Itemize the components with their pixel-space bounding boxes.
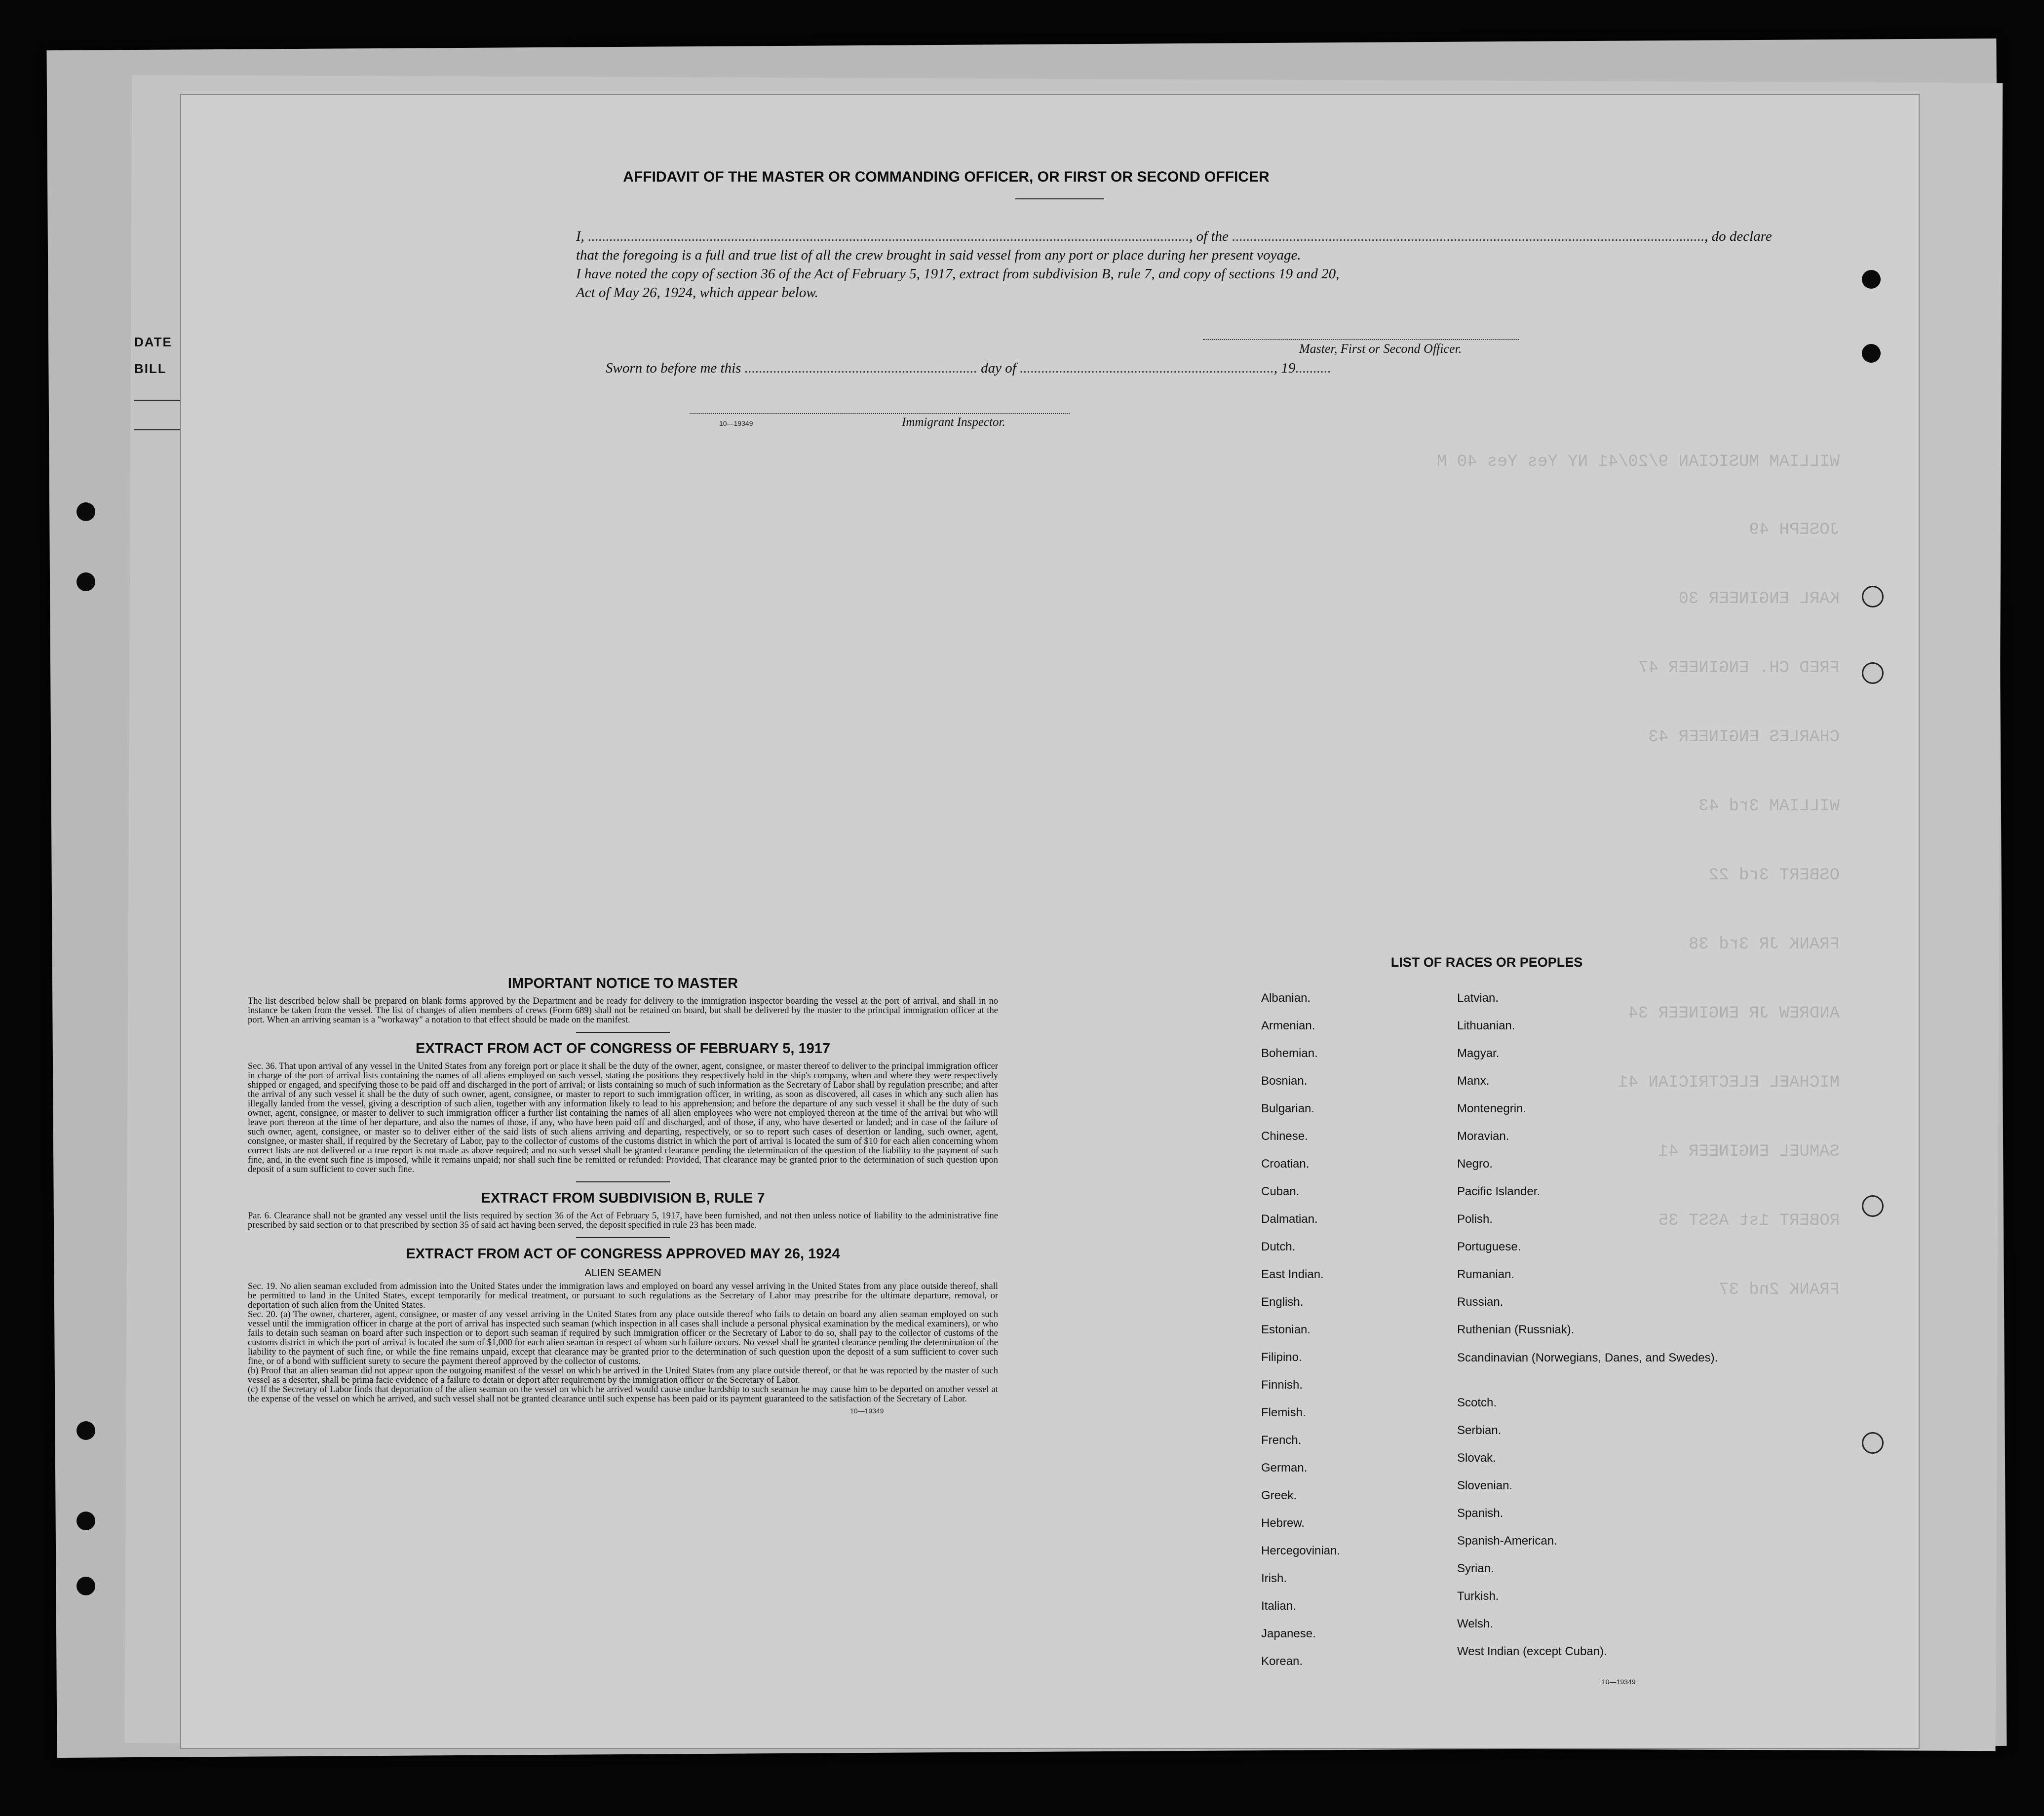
punch-hole	[77, 502, 95, 521]
race-item: Spanish.	[1457, 1507, 1504, 1520]
form-code: 10—19349	[719, 419, 753, 427]
affidavit-text	[576, 227, 1772, 302]
race-item: Russian.	[1457, 1295, 1504, 1309]
race-item: Polish.	[1457, 1212, 1493, 1226]
race-item: Manx.	[1457, 1074, 1490, 1088]
day-of-label: day of	[981, 360, 1016, 376]
notice-title: IMPORTANT NOTICE TO MASTER	[507, 976, 738, 991]
race-item: Negro.	[1457, 1157, 1493, 1171]
margin-label-date: DATE	[134, 335, 172, 349]
race-item: French.	[1261, 1434, 1302, 1447]
affidavit-line-1-mid: , of the	[1189, 228, 1229, 244]
races-title: LIST OF RACES OR PEOPLES	[1390, 955, 1583, 970]
affidavit-line-4: Act of May 26, 1924, which appear below.	[576, 285, 818, 301]
race-item: Lithuanian.	[1457, 1019, 1515, 1032]
race-item: Welsh.	[1457, 1617, 1493, 1630]
race-item: Magyar.	[1457, 1047, 1500, 1060]
race-item: Pacific Islander.	[1457, 1185, 1541, 1198]
affidavit-line-2: that the foregoing is a full and true list of all the crew brought in said vessel from any port or place during her present voyage.	[576, 247, 1301, 263]
race-item: Albanian.	[1261, 991, 1311, 1005]
signature-label: Master, First or Second Officer.	[1299, 341, 1462, 356]
notices-column	[248, 976, 998, 1415]
punch-hole	[1862, 344, 1881, 363]
race-item: Hebrew.	[1261, 1516, 1305, 1530]
notice-body: The list described below shall be prepared on blank forms approved by the Department and be ready for delivery to the immigration inspector boarding the vessel at the port of arrival, and shall in no instance be taken from the vessel. The list of changes of alien members of crews (Form 689) shall not be retained on board, but shall be delivered by the master to the principal immigration officer at the port. When an arriving seaman is a "workaway" a notation to that effect should be made on the manifest.	[248, 996, 998, 1025]
race-item: West Indian (except Cuban).	[1457, 1645, 1607, 1658]
race-item: Bulgarian.	[1261, 1102, 1315, 1115]
year-label: , 19	[1273, 360, 1296, 376]
race-item: Hercegovinian.	[1261, 1544, 1341, 1557]
race-item: Irish.	[1261, 1572, 1287, 1585]
affidavit-line-1	[576, 227, 1772, 246]
race-item: Slovak.	[1457, 1451, 1496, 1465]
extract-1924-subtitle: ALIEN SEAMEN	[584, 1267, 661, 1279]
inspector-label: Immigrant Inspector.	[902, 416, 1005, 429]
punch-hole	[77, 1421, 95, 1440]
race-item: Croatian.	[1261, 1157, 1310, 1171]
races-right-column	[1457, 991, 1718, 1672]
affidavit-line-1-start: I,	[576, 228, 584, 244]
extract-1924-title: EXTRACT FROM ACT OF CONGRESS APPROVED MAY 26, 1924	[406, 1246, 840, 1262]
affidavit-page	[180, 94, 1920, 1749]
race-item: Spanish-American.	[1457, 1534, 1557, 1548]
punch-hole	[1862, 270, 1881, 289]
extract-1917-body: Sec. 36. That upon arrival of any vessel in the United States from any foreign port or place it shall be the duty of the owner, agent, consignee, or master thereof to deliver to the principal immigration officer in charge of the port of arrival lists containing the names of all aliens employed on such vessel, stating the positions they respectively hold in the ship's company, when and where they were respectively shipped or engaged, and specifying those to be paid off and discharged in the port of arrival; or lists containing so much of such information as the Secretary of Labor shall by regulation prescribe; and after the arrival of any such vessel it shall be the duty of such owner, agent, consignee, or master to report to such immigration officer, in writing, as soon as discovered, all cases in which any such alien has illegally landed from the vessel, giving a description of such alien, together with any information likely to lead to his apprehension; and before the departure of any such vessel it shall be the duty of such owner, agent, consignee, or master to deliver to such immigration officer a further list containing the names of all alien employees who were not employed thereon at the time of the arrival but who will leave port thereon at the time of her departure, and also the names of those, if any, who have been paid off and discharged, and of those, if any, who have deserted or landed; and in case of the failure of such owner, agent, consignee, or master so to deliver either of the said lists of such aliens arriving and departing, respectively, or so to report such cases of desertion or landing, such owner, agent, consignee, or master shall, if required by the Secretary of Labor, pay to the collector of customs of the customs district in which the port of arrival is located the sum of $10 for each alien concerning whom correct lists are not delivered or a true report is not made as above required; and no such vessel shall be granted clearance pending the determination of the question of the liability to the payment of such fine, and, in the event such fine is imposed, while it remains unpaid; nor shall such fine be remitted or refunded: Provided, That clearance may be granted prior to the determination of such question upon deposit of a sum sufficient to cover such fine.	[248, 1061, 998, 1174]
punch-hole	[1862, 586, 1884, 607]
punch-hole	[1862, 1432, 1884, 1454]
extract-1917-title: EXTRACT FROM ACT OF CONGRESS OF FEBRUARY 5, 1917	[415, 1041, 831, 1057]
divider	[576, 1181, 670, 1182]
race-item: Chinese.	[1261, 1130, 1308, 1143]
punch-hole	[77, 1512, 95, 1530]
race-item: Bohemian.	[1261, 1047, 1318, 1060]
sworn-label: Sworn to before me this	[606, 360, 741, 376]
extract-1924-sec20b: (b) Proof that an alien seaman did not appear upon the outgoing manifest of the vessel on which he arrived in the United States from any place outside thereof, or that he was reported by the master of such vessel as a deserter, shall be prima facie evidence of a failure to detain or deport after requirement by the immigration officer or the Secretary of Labor.	[248, 1366, 998, 1385]
race-item: Turkish.	[1457, 1589, 1499, 1603]
affidavit-line-1-end: , do declare	[1704, 228, 1772, 244]
race-item: Ruthenian (Russniak).	[1457, 1323, 1575, 1336]
race-item: Moravian.	[1457, 1130, 1509, 1143]
punch-hole	[1862, 662, 1884, 684]
races-left-column	[1261, 991, 1340, 1682]
race-item: Scandinavian (Norwegians, Danes, and Swedes).	[1457, 1351, 1718, 1364]
affidavit-title: AFFIDAVIT OF THE MASTER OR COMMANDING OFFICER, OR FIRST OR SECOND OFFICER	[623, 169, 1270, 185]
punch-hole	[77, 1577, 95, 1595]
margin-rule	[134, 400, 181, 401]
race-item: German.	[1261, 1461, 1308, 1475]
race-item: English.	[1261, 1295, 1304, 1309]
race-item: Cuban.	[1261, 1185, 1300, 1198]
race-item: Japanese.	[1261, 1627, 1316, 1640]
race-item: Estonian.	[1261, 1323, 1311, 1336]
blank-month: .......................................................................	[1016, 360, 1274, 376]
divider	[576, 1032, 670, 1033]
race-item: Finnish.	[1261, 1378, 1303, 1392]
race-item: Flemish.	[1261, 1406, 1306, 1419]
race-item: Italian.	[1261, 1599, 1296, 1613]
affidavit-line-3: I have noted the copy of section 36 of the Act of February 5, 1917, extract from subdivision B, rule 7, and copy of sections 19 and 20,	[576, 266, 1340, 282]
margin-rule	[134, 429, 181, 430]
punch-hole	[1862, 1195, 1884, 1217]
bleed-through-text: WILLIAM MUSICIAN 9/20/41 NY Yes Yes 40 M JOSEPH 49 KARL ENGINEER 30 FRED CH. ENGINEER 47 CHARLES ENGINEER 43 WILLIAM 3rd 43 OSBERT 3rd 22 FRANK JR 3rd 38 ANDREW JR ENGINEER 34 MICHAEL ELECTRICIAN 41 SAMUEL ENGINEER 41 ROBERT 1st ASST 35 FRANK 2nd 37	[1436, 453, 1840, 1299]
extract-rule7-body: Par. 6. Clearance shall not be granted any vessel until the lists required by section 36 of the Act of February 5, 1917, have been furnished, and not then unless notice of liability to the administrative fine prescribed by said section or to that prescribed by section 35 of said act having been served, the deposit specified in rule 23 has been made.	[248, 1211, 998, 1230]
race-item: Latvian.	[1457, 991, 1499, 1005]
race-item: Scotch.	[1457, 1396, 1497, 1409]
race-item: East Indian.	[1261, 1268, 1324, 1281]
race-item: Syrian.	[1457, 1562, 1494, 1575]
extract-rule7-title: EXTRACT FROM SUBDIVISION B, RULE 7	[481, 1190, 765, 1206]
blank-year: ..........	[1295, 360, 1331, 376]
race-item: Slovenian.	[1457, 1479, 1513, 1492]
punch-hole	[77, 572, 95, 591]
extract-1924-sec20c: (c) If the Secretary of Labor finds that deportation of the alien seaman on the vessel on which he arrived would cause undue hardship to such seaman he may cause him to be deported on another vessel at the expense of the vessel on which he arrived, and such vessel shall not be granted clearance until such expense has been paid or its payment guaranteed to the satisfaction of the Secretary of Labor.	[248, 1385, 998, 1404]
title-underline	[1015, 198, 1104, 199]
extract-1924-sec19: Sec. 19. No alien seaman excluded from admission into the United States under the immigration laws and employed on board any vessel arriving in the United States from any place outside thereof, shall be permitted to land in the United States, except temporarily for medical treatment, or pursuant to such regulations as the Secretary of Labor may prescribe for the ultimate departure, removal, or deportation of such alien from the United States.	[248, 1282, 998, 1310]
race-item: Montenegrin.	[1457, 1102, 1527, 1115]
race-item: Greek.	[1261, 1489, 1297, 1502]
divider	[576, 1237, 670, 1238]
signature-line	[1203, 339, 1519, 340]
blank-name: ........................................................................................................................................................................	[584, 228, 1190, 244]
form-code: 10—19349	[1602, 1678, 1636, 1686]
sworn-line	[606, 359, 1395, 378]
inspector-line	[690, 413, 1070, 415]
race-item: Bosnian.	[1261, 1074, 1308, 1088]
race-item: Portuguese.	[1457, 1240, 1521, 1253]
blank-day: .................................................................	[741, 360, 977, 376]
form-code: 10—19349	[850, 1407, 884, 1415]
race-item: Filipino.	[1261, 1351, 1302, 1364]
race-item: Armenian.	[1261, 1019, 1315, 1032]
race-item: Korean.	[1261, 1655, 1303, 1668]
blank-vessel: ....................................................................................................................................	[1228, 228, 1705, 244]
race-item: Dutch.	[1261, 1240, 1296, 1253]
race-item: Rumanian.	[1457, 1268, 1515, 1281]
margin-label-bill: BILL	[134, 361, 167, 376]
race-item: Dalmatian.	[1261, 1212, 1318, 1226]
race-item: Serbian.	[1457, 1424, 1502, 1437]
extract-1924-sec20a: Sec. 20. (a) The owner, charterer, agent, consignee, or master of any vessel arriving in the United States from any place outside thereof who fails to detain on board any alien seaman employed on such vessel until the immigration officer in charge at the port of arrival has inspected such seaman (which inspection in all cases shall include a personal physical examination by the medical examiners), or who fails to detain such seaman on board after such inspection or to deport such seaman if required by such immigration officer or the Secretary of Labor to do so, shall pay to the collector of customs of the customs district in which the port of arrival is located the sum of $1,000 for each alien seaman in respect of whom such failure occurs. No vessel shall be granted clearance pending the determination of the liability to the payment of such fine, or while the fine remains unpaid, except that clearance may be granted prior to the determination of such question upon the deposit of a sum sufficient to cover such fine, or of a bond with sufficient surety to secure the payment thereof approved by the collector of customs.	[248, 1310, 998, 1366]
